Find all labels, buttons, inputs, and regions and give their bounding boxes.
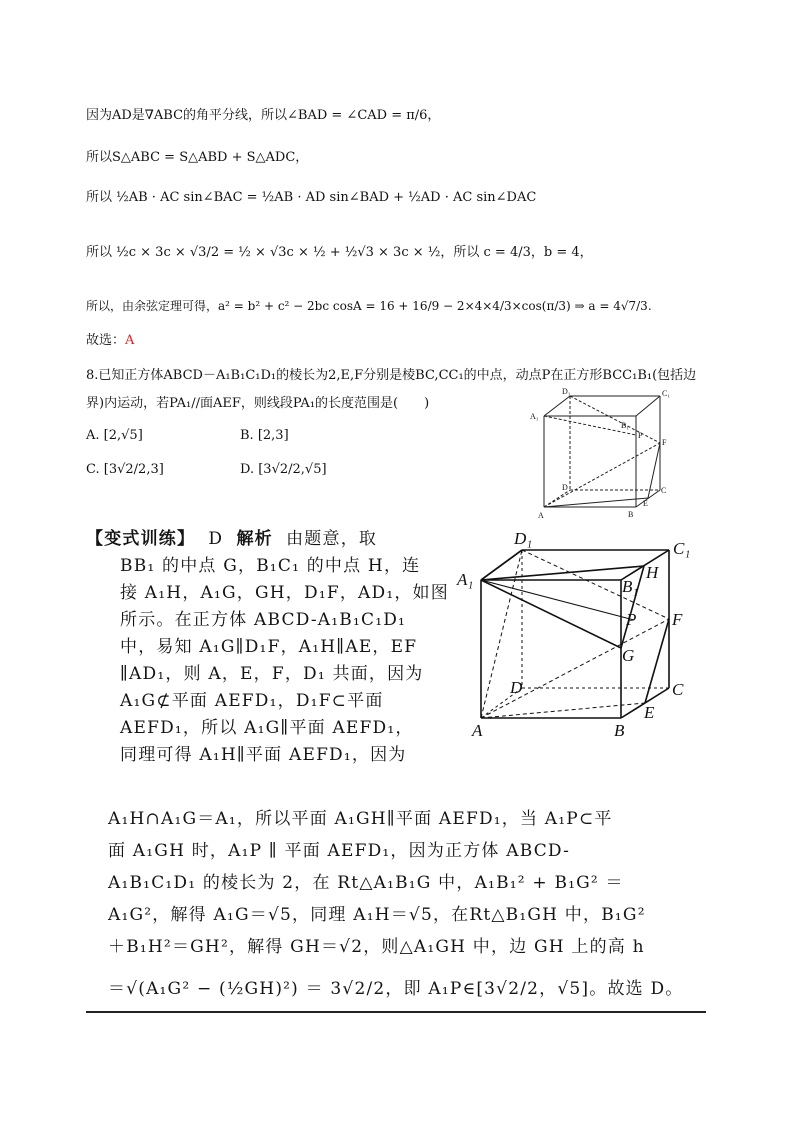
answer-label: 故选：	[86, 333, 126, 348]
option-d: D. [3√2/2,√5]	[240, 462, 327, 477]
svg-text:D₁: D₁	[562, 387, 571, 396]
svg-text:F: F	[672, 610, 683, 629]
variant-para-line: 接 A₁H，A₁G，GH，D₁F，AD₁，如图	[120, 583, 449, 603]
variant-answer: D	[208, 529, 224, 549]
answer-line	[86, 331, 134, 351]
svg-text:F: F	[662, 438, 667, 447]
variant-para-line: 由题意，取	[286, 529, 378, 549]
variant-cont-line: ＝√(A₁G² − (½GH)²) ＝ 3√2/2，即 A₁P∈[3√2/2，√5]。故选 D。	[108, 979, 684, 999]
variant-para-line: 同理可得 A₁H∥平面 AEFD₁，因为	[120, 745, 407, 765]
problem-8-stem-line-2: 界)内运动，若PA₁//面AEF，则线段PA₁的长度范围是( )	[86, 396, 430, 411]
svg-text:H: H	[646, 563, 659, 582]
option-b: B. [2,3]	[240, 428, 289, 443]
svg-text:P: P	[638, 431, 643, 440]
variant-para-line: 中，易知 A₁G∥D₁F，A₁H∥AE，EF	[120, 637, 418, 657]
svg-text:B: B	[628, 510, 634, 519]
svg-text:B: B	[614, 721, 625, 740]
variant-para-line: ∥AD₁，则 A，E，F，D₁ 共面，因为	[120, 664, 424, 684]
variant-cont-line: A₁G²，解得 A₁G＝√5，同理 A₁H＝√5，在Rt△B₁GH 中，B₁G²	[108, 905, 646, 925]
variant-cont-line: A₁H∩A₁G＝A₁，所以平面 A₁GH∥平面 AEFD₁，当 A₁P⊂平	[108, 809, 613, 829]
variant-analysis-label: 解析	[236, 529, 273, 549]
variant-cont-line: A₁B₁C₁D₁ 的棱长为 2，在 Rt△A₁B₁G 中，A₁B₁² + B₁G² ＝	[108, 873, 624, 893]
solution-line-1: 因为AD是∇ABC的角平分线，所以∠BAD = ∠CAD = π/6，	[86, 108, 441, 123]
svg-text:D: D	[510, 678, 523, 697]
svg-text:G: G	[622, 646, 635, 665]
svg-text:A₁: A₁	[530, 412, 539, 421]
variant-para-line: 所示。在正方体 ABCD-A₁B₁C₁D₁	[120, 610, 407, 630]
variant-para-line: BB₁ 的中点 G，B₁C₁ 的中点 H，连	[120, 556, 421, 576]
problem-8-stem-line-1: 8.已知正方体ABCD－A₁B₁C₁D₁的棱长为2,E,F分别是棱BC,CC₁的中点，动点P在正方形BCC₁B₁(包括边	[86, 368, 697, 383]
variant-para-line: A₁G⊄平面 AEFD₁，D₁F⊂平面	[120, 691, 384, 711]
large-cube-figure	[454, 530, 706, 742]
svg-text:E: E	[643, 499, 648, 508]
option-c: C. [3√2/2,3]	[86, 462, 164, 477]
variant-heading-line	[86, 526, 377, 553]
svg-text:B₁: B₁	[622, 577, 639, 596]
answer-value: A	[125, 333, 135, 348]
variant-cont-line: ＋B₁H²＝GH²，解得 GH＝√2，则△A₁GH 中，边 GH 上的高 h	[108, 937, 645, 957]
solution-line-2: 所以S△ABC = S△ABD + S△ADC，	[86, 150, 309, 165]
variant-para-line: AEFD₁，所以 A₁G∥平面 AEFD₁，	[120, 718, 414, 738]
svg-text:D: D	[562, 483, 568, 492]
svg-text:C₁: C₁	[673, 539, 691, 558]
svg-text:B₁: B₁	[621, 421, 630, 430]
solution-line-3: 所以 ½AB · AC sin∠BAC = ½AB · AD sin∠BAD + ½AD · AC sin∠DAC	[86, 190, 537, 205]
svg-text:C₁: C₁	[662, 389, 671, 398]
svg-text:A: A	[472, 721, 483, 740]
variant-cont-line: 面 A₁GH 时，A₁P ∥ 平面 AEFD₁，因为正方体 ABCD-	[108, 841, 571, 861]
svg-text:C: C	[672, 680, 684, 699]
svg-text:C: C	[661, 486, 667, 495]
solution-line-4: 所以 ½c × 3c × √3/2 = ½ × √3c × ½ + ½√3 × 3c × ½，所以 c = 4/3，b = 4，	[86, 245, 593, 260]
solution-line-5: 所以，由余弦定理可得，a² = b² + c² − 2bc cosA = 16 + 16/9 − 2×4×4/3×cos(π/3) ⇒ a = 4√7/3.	[86, 299, 652, 313]
svg-text:A₁: A₁	[457, 570, 474, 589]
svg-text:P: P	[626, 610, 637, 629]
option-a: A. [2,√5]	[86, 428, 143, 443]
svg-text:E: E	[644, 703, 655, 722]
svg-text:D₁: D₁	[514, 530, 533, 548]
svg-text:A: A	[538, 511, 544, 520]
bottom-rule	[86, 1011, 706, 1013]
small-cube-figure	[526, 386, 716, 524]
variant-heading: 【变式训练】	[86, 529, 196, 549]
